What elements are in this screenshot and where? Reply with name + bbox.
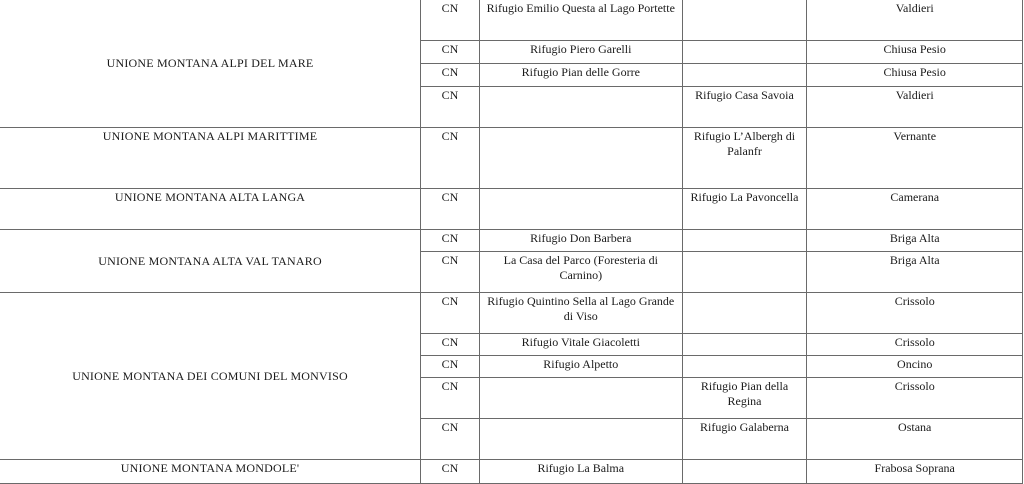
province-cell: CN [421, 460, 480, 484]
province-cell: CN [421, 334, 480, 356]
refuge-name-cell: Rifugio La Balma [479, 460, 682, 484]
refuge-alt-name-cell [682, 293, 807, 334]
union-name-cell: UNIONE MONTANA ALTA LANGA [0, 189, 421, 230]
table-row [0, 128, 1023, 189]
table-row [0, 0, 1023, 41]
refuge-name-cell [479, 419, 682, 460]
refuge-name-cell: Rifugio Piero Garelli [479, 41, 682, 64]
refuge-alt-name-cell: Rifugio L’Albergh di Palanfr [682, 128, 807, 189]
province-cell: CN [421, 252, 480, 293]
municipality-cell: Vernante [807, 128, 1023, 189]
province-cell: CN [421, 0, 480, 41]
refuge-name-cell [479, 87, 682, 128]
province-cell: CN [421, 356, 480, 378]
municipality-cell: Briga Alta [807, 230, 1023, 252]
municipality-cell: Ostana [807, 419, 1023, 460]
refuge-alt-name-cell [682, 460, 807, 484]
refuge-alt-name-cell: Rifugio Galaberna [682, 419, 807, 460]
province-cell: CN [421, 378, 480, 419]
union-name-cell: UNIONE MONTANA DEI COMUNI DEL MONVISO [0, 293, 421, 460]
province-cell: CN [421, 230, 480, 252]
refuge-alt-name-cell [682, 356, 807, 378]
refuge-alt-name-cell: Rifugio Casa Savoia [682, 87, 807, 128]
refuge-name-cell: Rifugio Quintino Sella al Lago Grande di Viso [479, 293, 682, 334]
refuge-alt-name-cell: Rifugio Pian della Regina [682, 378, 807, 419]
refuge-name-cell: Rifugio Alpetto [479, 356, 682, 378]
refuge-alt-name-cell [682, 0, 807, 41]
refuge-name-cell: La Casa del Parco (Foresteria di Carnino) [479, 252, 682, 293]
province-cell: CN [421, 41, 480, 64]
refuge-alt-name-cell: Rifugio La Pavoncella [682, 189, 807, 230]
union-name-cell: UNIONE MONTANA ALPI MARITTIME [0, 128, 421, 189]
municipality-cell: Camerana [807, 189, 1023, 230]
province-cell: CN [421, 293, 480, 334]
refuge-name-cell: Rifugio Pian delle Gorre [479, 64, 682, 87]
refuge-alt-name-cell [682, 41, 807, 64]
union-name-cell: UNIONE MONTANA MONDOLE' [0, 460, 421, 484]
table-row [0, 460, 1023, 484]
province-cell: CN [421, 128, 480, 189]
table-row [0, 230, 1023, 252]
municipality-cell: Oncino [807, 356, 1023, 378]
refuge-alt-name-cell [682, 252, 807, 293]
province-cell: CN [421, 189, 480, 230]
table-row [0, 189, 1023, 230]
refuge-name-cell [479, 189, 682, 230]
municipality-cell: Crissolo [807, 378, 1023, 419]
refuge-name-cell: Rifugio Emilio Questa al Lago Portette [479, 0, 682, 41]
province-cell: CN [421, 419, 480, 460]
municipality-cell: Chiusa Pesio [807, 64, 1023, 87]
province-cell: CN [421, 87, 480, 128]
municipality-cell: Valdieri [807, 87, 1023, 128]
union-name-cell: UNIONE MONTANA ALTA VAL TANARO [0, 230, 421, 293]
refuge-name-cell: Rifugio Vitale Giacoletti [479, 334, 682, 356]
municipality-cell: Frabosa Soprana [807, 460, 1023, 484]
refuge-name-cell: Rifugio Don Barbera [479, 230, 682, 252]
refuge-alt-name-cell [682, 64, 807, 87]
municipality-cell: Crissolo [807, 334, 1023, 356]
refuge-name-cell [479, 378, 682, 419]
municipality-cell: Crissolo [807, 293, 1023, 334]
municipality-cell: Briga Alta [807, 252, 1023, 293]
refuge-alt-name-cell [682, 230, 807, 252]
refuge-alt-name-cell [682, 334, 807, 356]
table-row [0, 293, 1023, 334]
union-name-cell: UNIONE MONTANA ALPI DEL MARE [0, 0, 421, 128]
refuge-name-cell [479, 128, 682, 189]
municipality-cell: Chiusa Pesio [807, 41, 1023, 64]
municipality-cell: Valdieri [807, 0, 1023, 41]
province-cell: CN [421, 64, 480, 87]
